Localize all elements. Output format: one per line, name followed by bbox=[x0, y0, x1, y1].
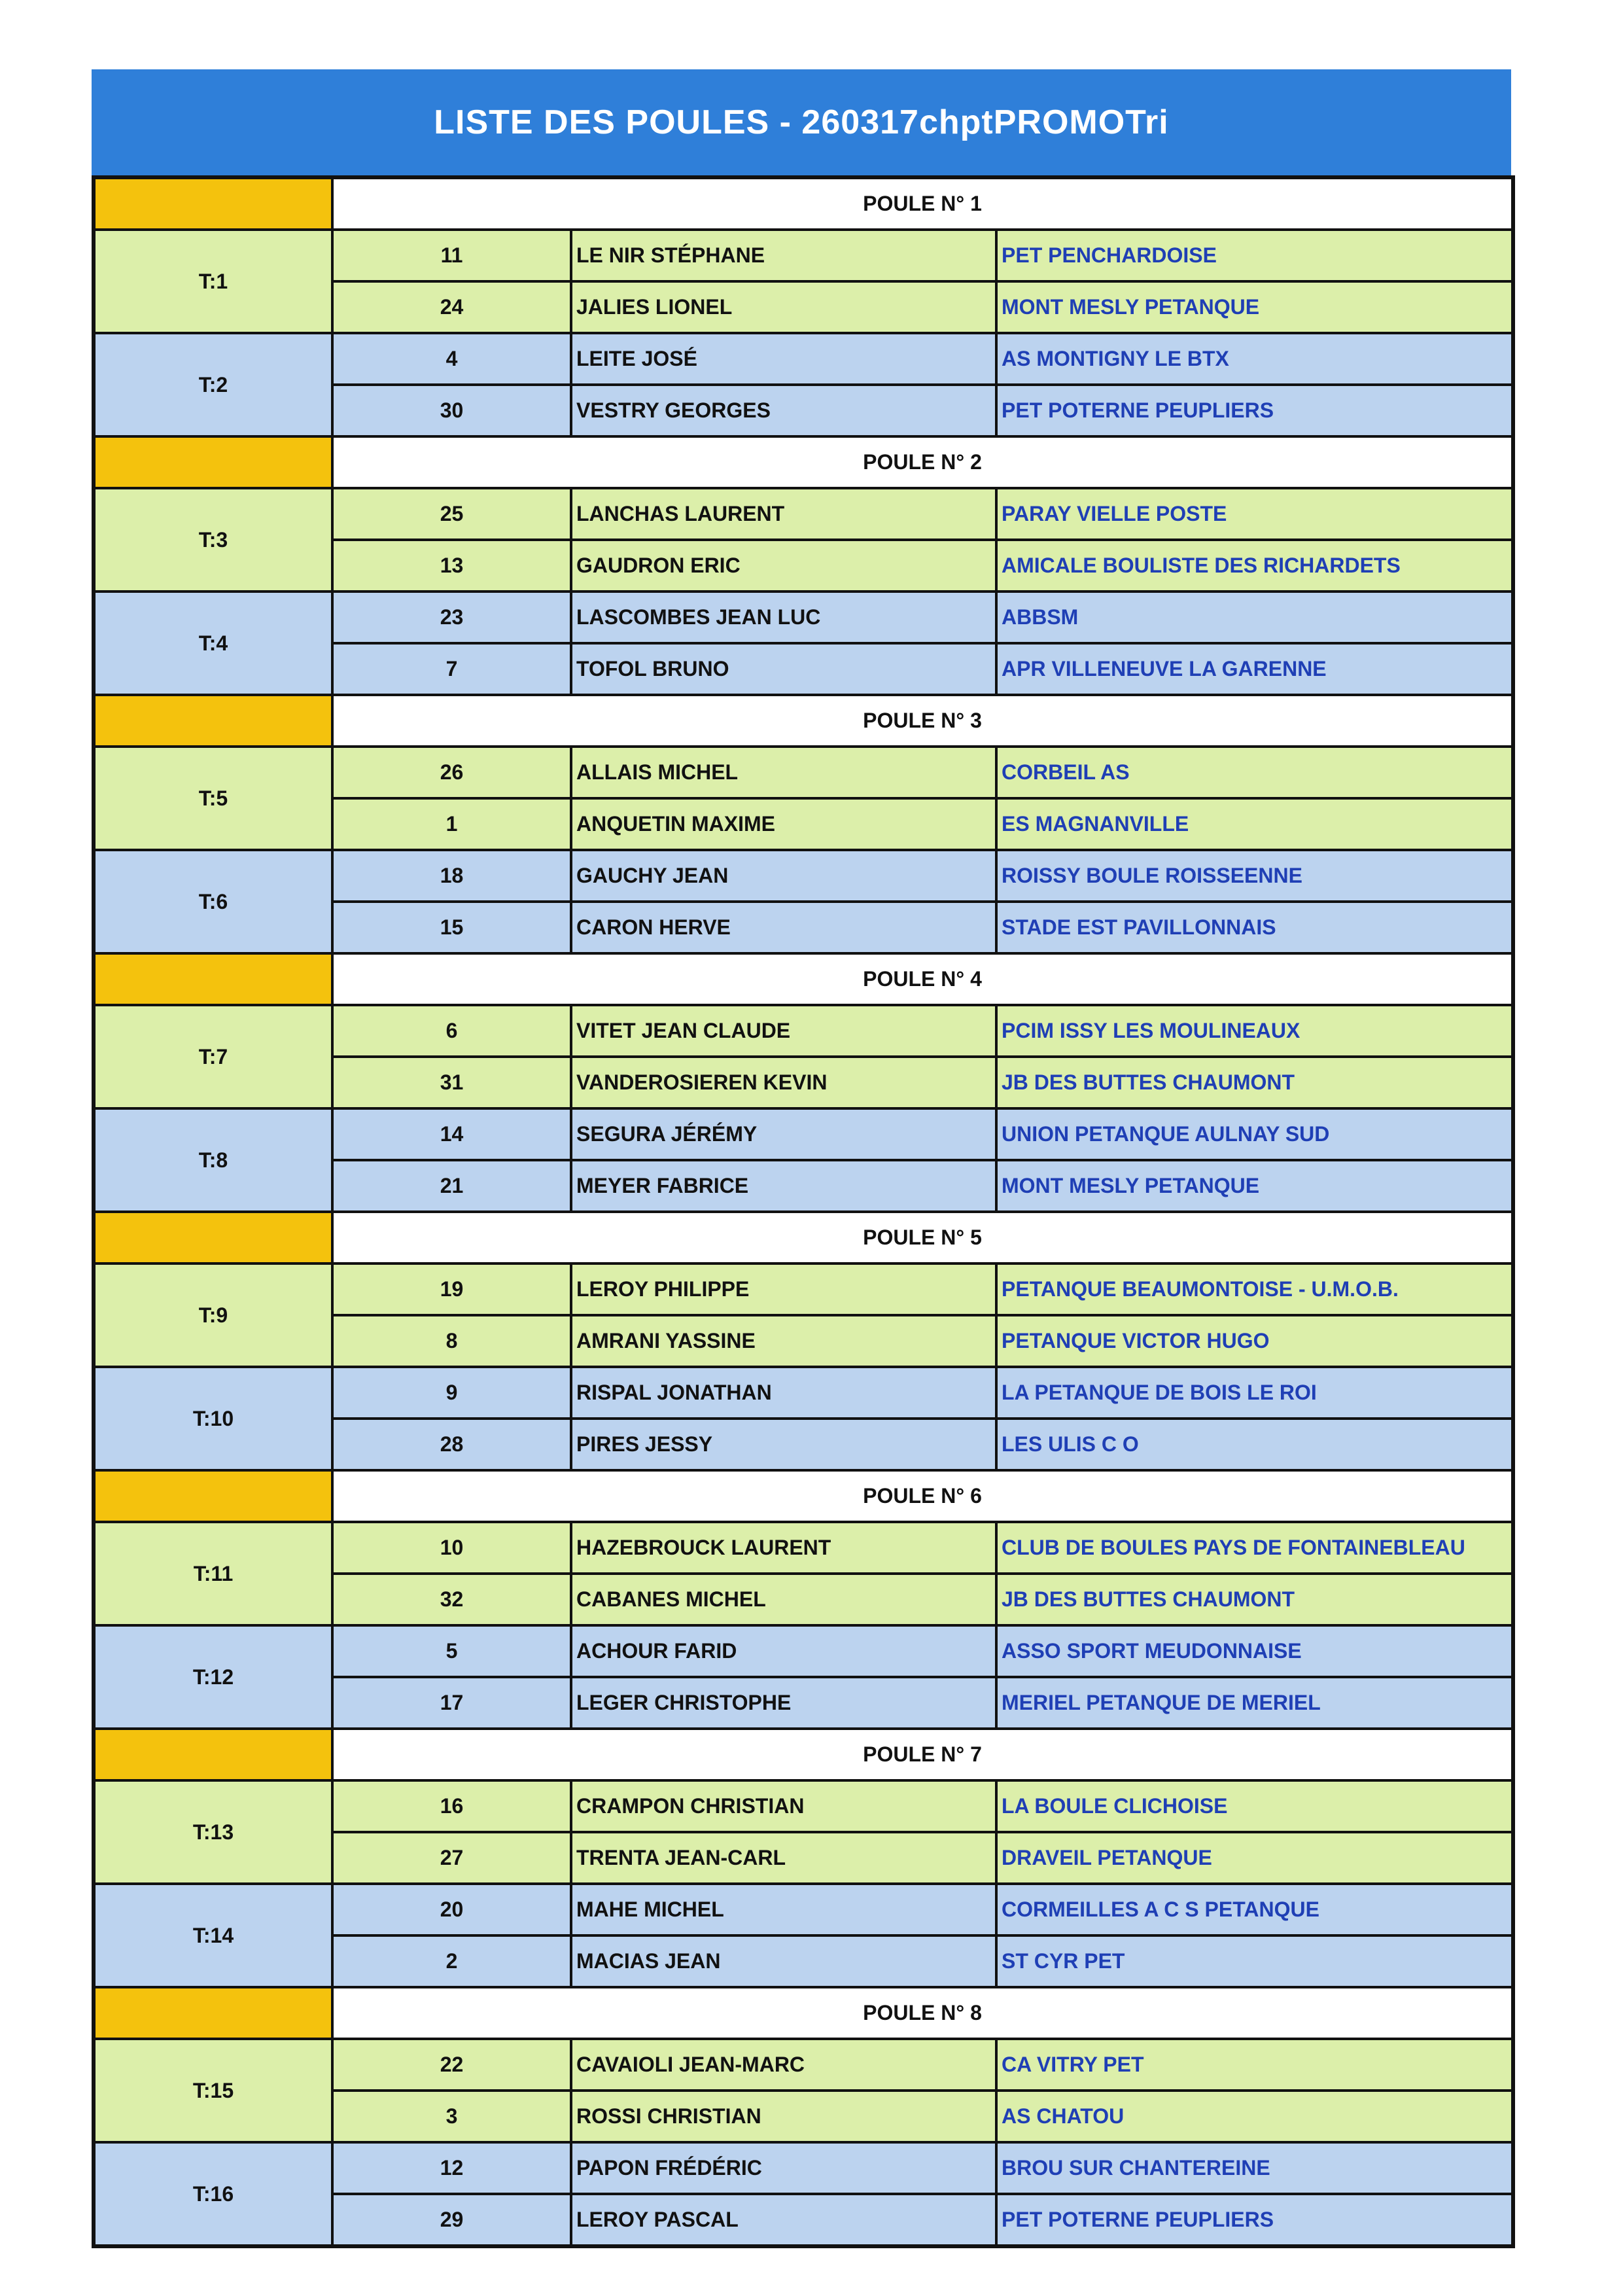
player-row bbox=[94, 592, 1513, 643]
team-label: T:11 bbox=[94, 1522, 332, 1625]
player-name: LEROY PASCAL bbox=[571, 2194, 996, 2246]
team-label: T:9 bbox=[94, 1263, 332, 1367]
player-club: ROISSY BOULE ROISSEENNE bbox=[996, 850, 1513, 902]
player-number: 28 bbox=[332, 1419, 571, 1470]
player-name: CABANES MICHEL bbox=[571, 1574, 996, 1625]
team-label: T:5 bbox=[94, 747, 332, 850]
player-number: 26 bbox=[332, 747, 571, 798]
player-row bbox=[94, 2142, 1513, 2194]
player-club: MONT MESLY PETANQUE bbox=[996, 281, 1513, 333]
player-number: 2 bbox=[332, 1935, 571, 1987]
player-club: PET POTERNE PEUPLIERS bbox=[996, 2194, 1513, 2246]
player-name: ACHOUR FARID bbox=[571, 1625, 996, 1677]
player-row bbox=[94, 333, 1513, 385]
player-number: 15 bbox=[332, 902, 571, 953]
player-row bbox=[94, 1263, 1513, 1315]
team-label: T:2 bbox=[94, 333, 332, 436]
player-number: 13 bbox=[332, 540, 571, 592]
player-number: 24 bbox=[332, 281, 571, 333]
team-label: T:12 bbox=[94, 1625, 332, 1729]
team-label: T:4 bbox=[94, 592, 332, 695]
player-name: MEYER FABRICE bbox=[571, 1160, 996, 1212]
team-label: T:7 bbox=[94, 1005, 332, 1108]
player-row bbox=[94, 1522, 1513, 1574]
poule-header-row bbox=[94, 953, 1513, 1005]
player-name: LE NIR STÉPHANE bbox=[571, 230, 996, 281]
poule-label: POULE N° 8 bbox=[332, 1987, 1513, 2039]
player-row bbox=[94, 1108, 1513, 1160]
player-name: ROSSI CHRISTIAN bbox=[571, 2091, 996, 2142]
poule-color-tag bbox=[94, 953, 332, 1005]
player-club: MERIEL PETANQUE DE MERIEL bbox=[996, 1677, 1513, 1729]
player-row bbox=[94, 1005, 1513, 1057]
player-club: PETANQUE BEAUMONTOISE - U.M.O.B. bbox=[996, 1263, 1513, 1315]
team-label: T:3 bbox=[94, 488, 332, 592]
player-club: LA PETANQUE DE BOIS LE ROI bbox=[996, 1367, 1513, 1419]
poule-color-tag bbox=[94, 1987, 332, 2039]
player-number: 8 bbox=[332, 1315, 571, 1367]
player-row bbox=[94, 1884, 1513, 1935]
player-club: PET POTERNE PEUPLIERS bbox=[996, 385, 1513, 436]
player-name: LEROY PHILIPPE bbox=[571, 1263, 996, 1315]
player-club: AMICALE BOULISTE DES RICHARDETS bbox=[996, 540, 1513, 592]
poule-header-row bbox=[94, 177, 1513, 230]
player-club: BROU SUR CHANTEREINE bbox=[996, 2142, 1513, 2194]
player-number: 9 bbox=[332, 1367, 571, 1419]
player-club: CLUB DE BOULES PAYS DE FONTAINEBLEAU bbox=[996, 1522, 1513, 1574]
player-number: 5 bbox=[332, 1625, 571, 1677]
player-name: VITET JEAN CLAUDE bbox=[571, 1005, 996, 1057]
player-number: 14 bbox=[332, 1108, 571, 1160]
player-number: 10 bbox=[332, 1522, 571, 1574]
player-number: 7 bbox=[332, 643, 571, 695]
player-number: 23 bbox=[332, 592, 571, 643]
page-title: LISTE DES POULES - 260317chptPROMOTri bbox=[92, 69, 1511, 175]
player-number: 20 bbox=[332, 1884, 571, 1935]
poule-color-tag bbox=[94, 1470, 332, 1522]
player-number: 32 bbox=[332, 1574, 571, 1625]
team-label: T:13 bbox=[94, 1780, 332, 1884]
player-name: LANCHAS LAURENT bbox=[571, 488, 996, 540]
poule-header-row bbox=[94, 1212, 1513, 1263]
team-label: T:8 bbox=[94, 1108, 332, 1212]
player-club: MONT MESLY PETANQUE bbox=[996, 1160, 1513, 1212]
player-number: 19 bbox=[332, 1263, 571, 1315]
poule-color-tag bbox=[94, 436, 332, 488]
player-club: ABBSM bbox=[996, 592, 1513, 643]
player-name: ALLAIS MICHEL bbox=[571, 747, 996, 798]
poule-color-tag bbox=[94, 177, 332, 230]
player-club: AS MONTIGNY LE BTX bbox=[996, 333, 1513, 385]
poule-color-tag bbox=[94, 1212, 332, 1263]
player-number: 27 bbox=[332, 1832, 571, 1884]
player-name: CAVAIOLI JEAN-MARC bbox=[571, 2039, 996, 2091]
player-name: LEITE JOSÉ bbox=[571, 333, 996, 385]
player-name: VESTRY GEORGES bbox=[571, 385, 996, 436]
player-row bbox=[94, 747, 1513, 798]
player-number: 21 bbox=[332, 1160, 571, 1212]
player-club: APR VILLENEUVE LA GARENNE bbox=[996, 643, 1513, 695]
poule-label: POULE N° 2 bbox=[332, 436, 1513, 488]
player-name: PIRES JESSY bbox=[571, 1419, 996, 1470]
poule-label: POULE N° 6 bbox=[332, 1470, 1513, 1522]
player-club: ASSO SPORT MEUDONNAISE bbox=[996, 1625, 1513, 1677]
player-number: 31 bbox=[332, 1057, 571, 1108]
player-name: PAPON FRÉDÉRIC bbox=[571, 2142, 996, 2194]
player-number: 29 bbox=[332, 2194, 571, 2246]
player-name: JALIES LIONEL bbox=[571, 281, 996, 333]
player-club: CA VITRY PET bbox=[996, 2039, 1513, 2091]
player-name: LASCOMBES JEAN LUC bbox=[571, 592, 996, 643]
player-name: CARON HERVE bbox=[571, 902, 996, 953]
poule-label: POULE N° 7 bbox=[332, 1729, 1513, 1780]
player-number: 11 bbox=[332, 230, 571, 281]
player-club: PARAY VIELLE POSTE bbox=[996, 488, 1513, 540]
poule-label: POULE N° 1 bbox=[332, 177, 1513, 230]
player-name: MAHE MICHEL bbox=[571, 1884, 996, 1935]
team-label: T:10 bbox=[94, 1367, 332, 1470]
player-number: 4 bbox=[332, 333, 571, 385]
player-name: LEGER CHRISTOPHE bbox=[571, 1677, 996, 1729]
player-name: MACIAS JEAN bbox=[571, 1935, 996, 1987]
poule-header-row bbox=[94, 1470, 1513, 1522]
player-name: GAUCHY JEAN bbox=[571, 850, 996, 902]
player-row bbox=[94, 488, 1513, 540]
player-name: AMRANI YASSINE bbox=[571, 1315, 996, 1367]
player-name: TRENTA JEAN-CARL bbox=[571, 1832, 996, 1884]
poule-header-row bbox=[94, 436, 1513, 488]
player-name: ANQUETIN MAXIME bbox=[571, 798, 996, 850]
poule-header-row bbox=[94, 1729, 1513, 1780]
poule-color-tag bbox=[94, 695, 332, 747]
player-club: ES MAGNANVILLE bbox=[996, 798, 1513, 850]
player-club: CORMEILLES A C S PETANQUE bbox=[996, 1884, 1513, 1935]
poule-label: POULE N° 5 bbox=[332, 1212, 1513, 1263]
player-club: ST CYR PET bbox=[996, 1935, 1513, 1987]
player-number: 12 bbox=[332, 2142, 571, 2194]
player-club: JB DES BUTTES CHAUMONT bbox=[996, 1057, 1513, 1108]
player-number: 16 bbox=[332, 1780, 571, 1832]
player-name: HAZEBROUCK LAURENT bbox=[571, 1522, 996, 1574]
player-club: LES ULIS C O bbox=[996, 1419, 1513, 1470]
player-club: DRAVEIL PETANQUE bbox=[996, 1832, 1513, 1884]
player-row bbox=[94, 1367, 1513, 1419]
player-number: 18 bbox=[332, 850, 571, 902]
player-number: 3 bbox=[332, 2091, 571, 2142]
poules-table bbox=[92, 175, 1515, 2248]
player-club: LA BOULE CLICHOISE bbox=[996, 1780, 1513, 1832]
player-club: PETANQUE VICTOR HUGO bbox=[996, 1315, 1513, 1367]
poule-color-tag bbox=[94, 1729, 332, 1780]
player-number: 17 bbox=[332, 1677, 571, 1729]
player-name: VANDEROSIEREN KEVIN bbox=[571, 1057, 996, 1108]
player-club: CORBEIL AS bbox=[996, 747, 1513, 798]
team-label: T:1 bbox=[94, 230, 332, 333]
team-label: T:15 bbox=[94, 2039, 332, 2142]
player-name: GAUDRON ERIC bbox=[571, 540, 996, 592]
player-club: PCIM ISSY LES MOULINEAUX bbox=[996, 1005, 1513, 1057]
player-name: TOFOL BRUNO bbox=[571, 643, 996, 695]
poule-label: POULE N° 3 bbox=[332, 695, 1513, 747]
player-number: 30 bbox=[332, 385, 571, 436]
player-club: JB DES BUTTES CHAUMONT bbox=[996, 1574, 1513, 1625]
team-label: T:16 bbox=[94, 2142, 332, 2246]
player-row bbox=[94, 1625, 1513, 1677]
player-club: PET PENCHARDOISE bbox=[996, 230, 1513, 281]
player-number: 22 bbox=[332, 2039, 571, 2091]
player-name: SEGURA JÉRÉMY bbox=[571, 1108, 996, 1160]
player-name: RISPAL JONATHAN bbox=[571, 1367, 996, 1419]
player-club: UNION PETANQUE AULNAY SUD bbox=[996, 1108, 1513, 1160]
player-row bbox=[94, 230, 1513, 281]
player-number: 6 bbox=[332, 1005, 571, 1057]
player-name: CRAMPON CHRISTIAN bbox=[571, 1780, 996, 1832]
player-row bbox=[94, 850, 1513, 902]
poule-header-row bbox=[94, 1987, 1513, 2039]
poule-header-row bbox=[94, 695, 1513, 747]
player-row bbox=[94, 1780, 1513, 1832]
player-number: 1 bbox=[332, 798, 571, 850]
poule-label: POULE N° 4 bbox=[332, 953, 1513, 1005]
player-club: STADE EST PAVILLONNAIS bbox=[996, 902, 1513, 953]
team-label: T:6 bbox=[94, 850, 332, 953]
player-club: AS CHATOU bbox=[996, 2091, 1513, 2142]
player-number: 25 bbox=[332, 488, 571, 540]
team-label: T:14 bbox=[94, 1884, 332, 1987]
player-row bbox=[94, 2039, 1513, 2091]
